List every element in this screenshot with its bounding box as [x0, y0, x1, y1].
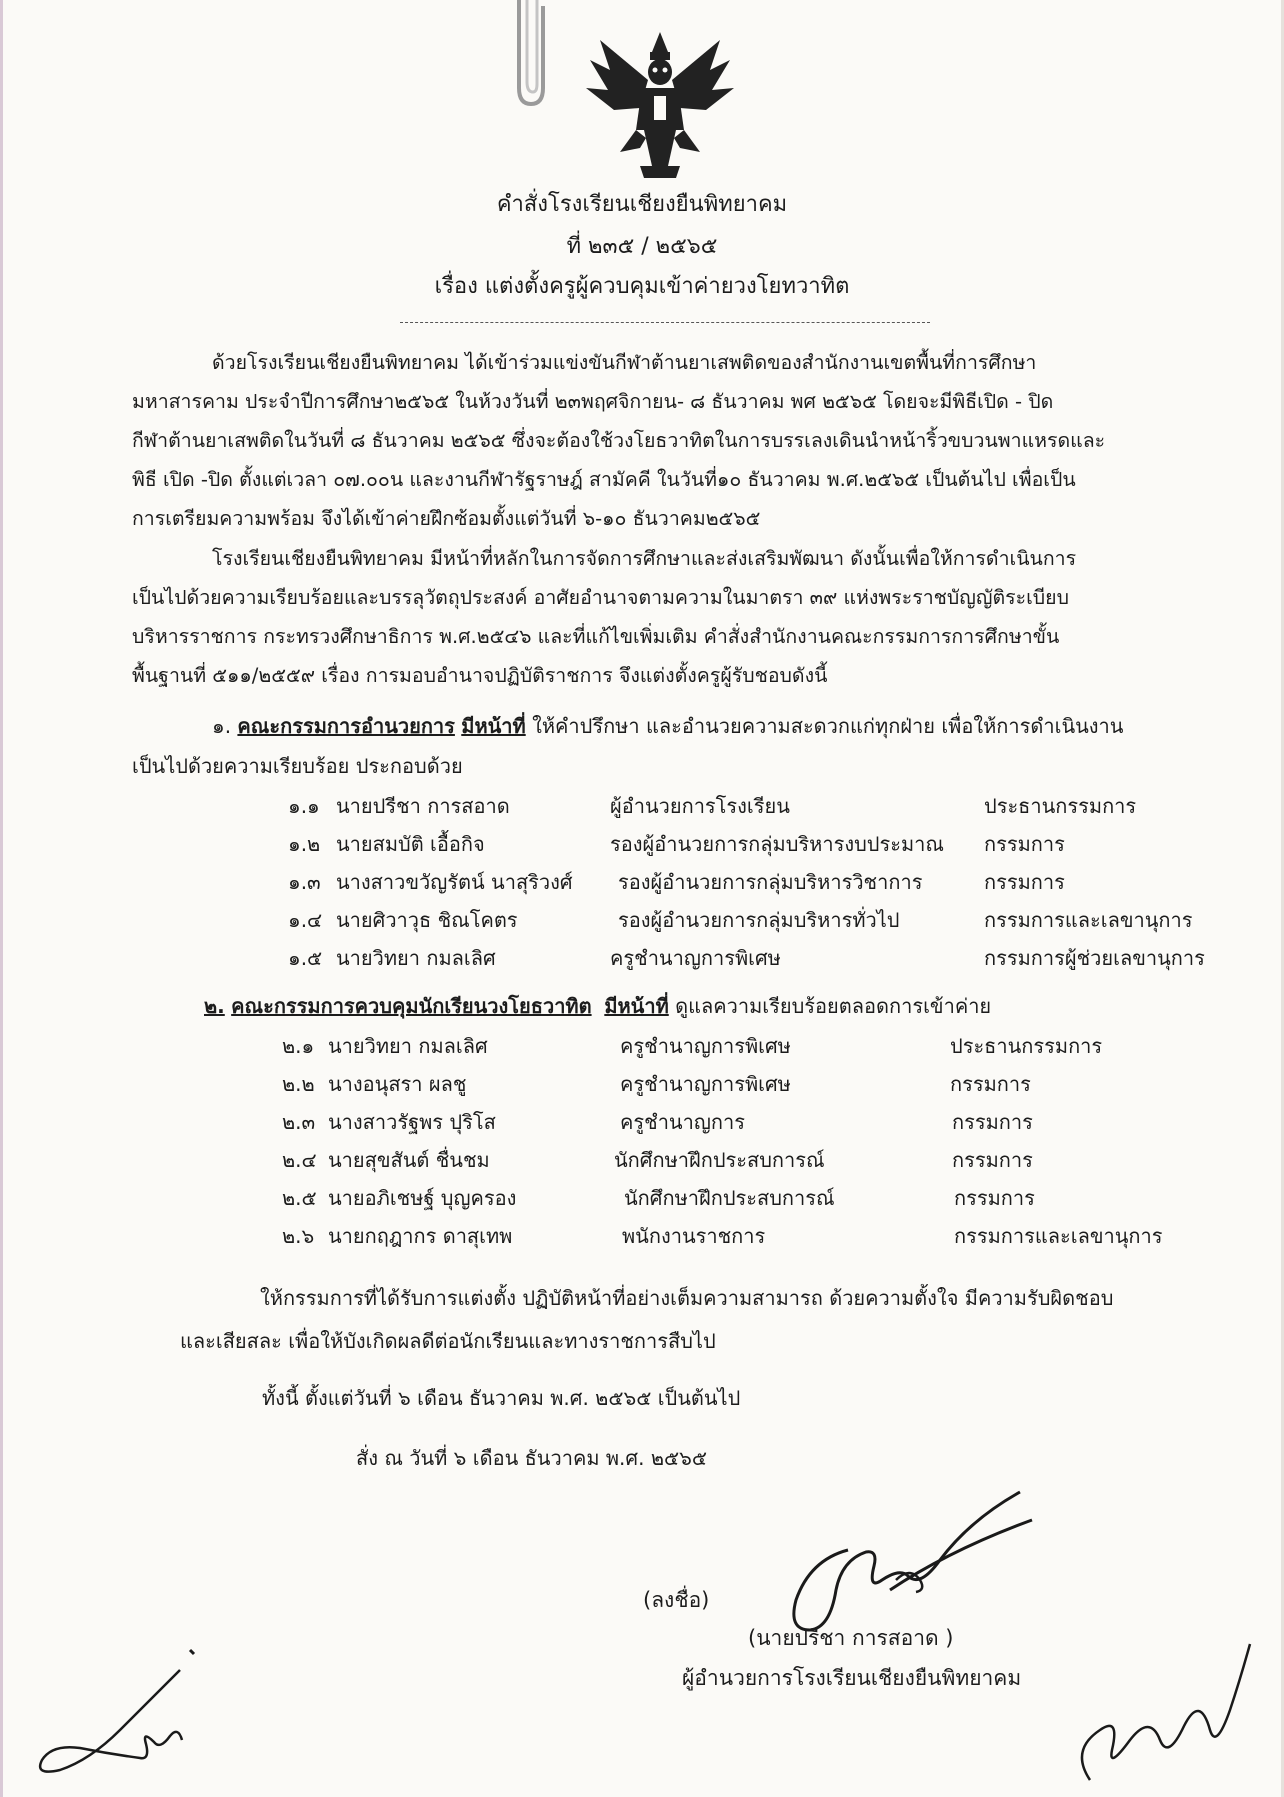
paragraph-line: บริหารราชการ กระทรวงศึกษาธิการ พ.ศ.๒๕๔๖ และที่แก้ไขเพิ่มเติม คำสั่งสำนักงานคณะกรรมการการศึกษาขั้น [132, 625, 1060, 648]
committee-1-number: ๑. [212, 714, 232, 738]
member-name: นางอนุสรา ผลชู [328, 1072, 467, 1096]
member-role: กรรมการ [950, 1072, 1031, 1096]
paragraph-line: ด้วยโรงเรียนเชียงยืนพิทยาคม ได้เข้าร่วมแข่งขันกีฬาต้านยาเสพติดของสำนักงานเขตพื้นที่การศึกษา [212, 351, 1037, 374]
member-name: นายอภิเชษฐ์ บุญครอง [328, 1186, 517, 1210]
member-row [282, 1030, 1182, 1068]
member-name: นายสมบัติ เอื้อกิจ [336, 832, 485, 856]
closing-line-1: ให้กรรมการที่ได้รับการแต่งตั้ง ปฏิบัติหน้าที่อย่างเต็มความสามารถ ด้วยความตั้งใจ มีความรับผิดชอบ [260, 1286, 1114, 1310]
initial-signature-left [30, 1640, 230, 1790]
member-role: กรรมการและเลขานุการ [984, 908, 1193, 932]
order-subject: เรื่อง แต่งตั้งครูผู้ควบคุมเข้าค่ายวงโยทวาทิต [434, 274, 850, 299]
member-role: กรรมการ [954, 1186, 1035, 1210]
member-name: นายสุขสันต์ ชื่นชม [328, 1148, 490, 1172]
member-no: ๑.๔ [288, 908, 323, 932]
paragraph-line: มหาสารคาม ประจำปีการศึกษา๒๕๖๕ ในห้วงวันที่ ๒๓พฤศจิกายน- ๘ ธันวาคม พศ ๒๕๖๕ โดยจะมีพิธีเปิด - ปิด [132, 390, 1054, 413]
paragraph-1 [132, 343, 1172, 538]
member-no: ๒.๑ [282, 1034, 315, 1058]
signer-title: ผู้อำนวยการโรงเรียนเชียงยืนพิทยาคม [682, 1666, 1022, 1690]
member-row [282, 1182, 1182, 1220]
committee-2-number: ๒. [204, 994, 225, 1018]
paragraph-line: พิธี เปิด -ปิด ตั้งแต่เวลา ๐๗.๐๐น และงานกีฬารัฐราษฎ์ สามัคคี ในวันที่๑๐ ธันวาคม พ.ศ.๒๕๖๕ เป็นต้นไป เพื่อเป็น [132, 468, 1076, 491]
member-row [288, 904, 1218, 942]
paragraph-line: พื้นฐานที่ ๕๑๑/๒๕๕๙ เรื่อง การมอบอำนาจปฏิบัติราชการ จึงแต่งตั้งครูผู้รับชอบดังนี้ [132, 664, 828, 687]
member-name: นายกฤฎากร ดาสุเทพ [328, 1224, 513, 1248]
member-name: นายปรีชา การสอาด [336, 794, 510, 818]
member-position: ครูชำนาญการพิเศษ [620, 1034, 791, 1058]
member-role: กรรมการและเลขานุการ [954, 1224, 1163, 1248]
member-role: ประธานกรรมการ [950, 1034, 1103, 1058]
member-position: นักศึกษาฝึกประสบการณ์ [614, 1148, 825, 1172]
divider [400, 322, 930, 323]
member-position: ผู้อำนวยการโรงเรียน [610, 794, 790, 818]
member-no: ๒.๖ [282, 1224, 315, 1248]
member-position: รองผู้อำนวยการกลุ่มบริหารทั่วไป [618, 908, 900, 932]
committee-2-heading [204, 990, 991, 1022]
initial-signature-right [1060, 1630, 1260, 1790]
paragraph-line: การเตรียมความพร้อม จึงได้เข้าค่ายฝึกซ้อมตั้งแต่วันที่ ๖-๑๐ ธันวาคม๒๕๖๕ [132, 507, 761, 530]
member-role: กรรมการผู้ช่วยเลขานุการ [984, 946, 1205, 970]
member-name: นายวิทยา กมลเลิศ [336, 946, 496, 970]
member-no: ๑.๓ [288, 870, 321, 894]
closing-line-2: และเสียสละ เพื่อให้บังเกิดผลดีต่อนักเรียนและทางราชการสืบไป [180, 1329, 716, 1353]
paper-clip-icon [505, 0, 553, 110]
member-row [288, 866, 1218, 904]
member-row [288, 790, 1218, 828]
member-row [282, 1068, 1182, 1106]
member-row [288, 828, 1218, 866]
order-number: ที่ ๒๓๕ / ๒๕๖๕ [566, 234, 718, 259]
member-role: กรรมการ [952, 1110, 1033, 1134]
member-position: รองผู้อำนวยการกลุ่มบริหารวิชาการ [618, 870, 923, 894]
committee-1-duty-label: มีหน้าที่ [461, 714, 526, 738]
order-title: คำสั่งโรงเรียนเชียงยืนพิทยาคม [496, 192, 788, 217]
member-name: นายวิทยา กมลเลิศ [328, 1034, 488, 1058]
paragraph-line: กีฬาต้านยาเสพติดในวันที่ ๘ ธันวาคม ๒๕๖๕ ซึ่งจะต้องใช้วงโยธวาทิตในการบรรเลงเดินนำหน้าริ้วขบวนพาแหรดและ [132, 429, 1106, 452]
member-name: นายศิวาวุธ ชิณโคตร [336, 908, 518, 932]
member-no: ๑.๕ [288, 946, 323, 970]
member-position: ครูชำนาญการ [620, 1110, 745, 1134]
committee-1-duty: ให้คำปรึกษา และอำนวยความสะดวกแก่ทุกฝ่าย เพื่อให้การดำเนินงาน [532, 714, 1124, 738]
member-row [282, 1144, 1182, 1182]
member-no: ๑.๑ [288, 794, 320, 818]
paragraph-line: โรงเรียนเชียงยืนพิทยาคม มีหน้าที่หลักในการจัดการศึกษาและส่งเสริมพัฒนา ดังนั้นเพื่อให้การดำเนินการ [212, 547, 1077, 570]
committee-2-duty-label: มีหน้าที่ [604, 994, 669, 1018]
effective-date: ทั้งนี้ ตั้งแต่วันที่ ๖ เดือน ธันวาคม พ.ศ. ๒๕๖๕ เป็นต้นไป [262, 1386, 741, 1410]
committee-1-title: คณะกรรมการอำนวยการ [237, 714, 455, 738]
member-position: ครูชำนาญการพิเศษ [620, 1072, 791, 1096]
member-role: กรรมการ [984, 832, 1065, 856]
member-no: ๒.๒ [282, 1072, 315, 1096]
member-row [282, 1106, 1182, 1144]
garuda-emblem-icon [580, 30, 740, 180]
member-position: รองผู้อำนวยการกลุ่มบริหารงบประมาณ [610, 832, 944, 856]
committee-1-heading [212, 710, 1123, 742]
order-date: สั่ง ณ วันที่ ๖ เดือน ธันวาคม พ.ศ. ๒๕๖๕ [356, 1446, 707, 1470]
committee-2-title: คณะกรรมการควบคุมนักเรียนวงโยธวาทิต [231, 994, 592, 1018]
paragraph-2 [132, 539, 1172, 695]
member-position: ครูชำนาญการพิเศษ [610, 946, 781, 970]
member-position: นักศึกษาฝึกประสบการณ์ [624, 1186, 835, 1210]
member-role: กรรมการ [952, 1148, 1033, 1172]
member-no: ๑.๒ [288, 832, 321, 856]
member-row [282, 1220, 1182, 1258]
member-no: ๒.๓ [282, 1110, 316, 1134]
member-name: นางสาวรัฐพร ปุริโส [328, 1110, 496, 1134]
member-name: นางสาวขวัญรัตน์ นาสุริวงศ์ [336, 870, 573, 894]
paragraph-line: เป็นไปด้วยความเรียบร้อยและบรรลุวัตถุประสงค์ อาศัยอำนาจตามความในมาตรา ๓๙ แห่งพระราชบัญญัติระเบียบ [132, 586, 1069, 609]
member-no: ๒.๔ [282, 1148, 317, 1172]
signer-name: (นายปรีชา การสอาด ) [748, 1626, 954, 1650]
member-position: พนักงานราชการ [622, 1224, 766, 1248]
committee-2-duty: ดูแลความเรียบร้อยตลอดการเข้าค่าย [675, 994, 992, 1018]
member-no: ๒.๕ [282, 1186, 317, 1210]
member-role: กรรมการ [984, 870, 1065, 894]
member-row [288, 942, 1218, 980]
member-role: ประธานกรรมการ [984, 794, 1137, 818]
committee-1-duty-cont: เป็นไปด้วยความเรียบร้อย ประกอบด้วย [132, 754, 463, 778]
signed-label: (ลงชื่อ) [643, 1588, 710, 1612]
